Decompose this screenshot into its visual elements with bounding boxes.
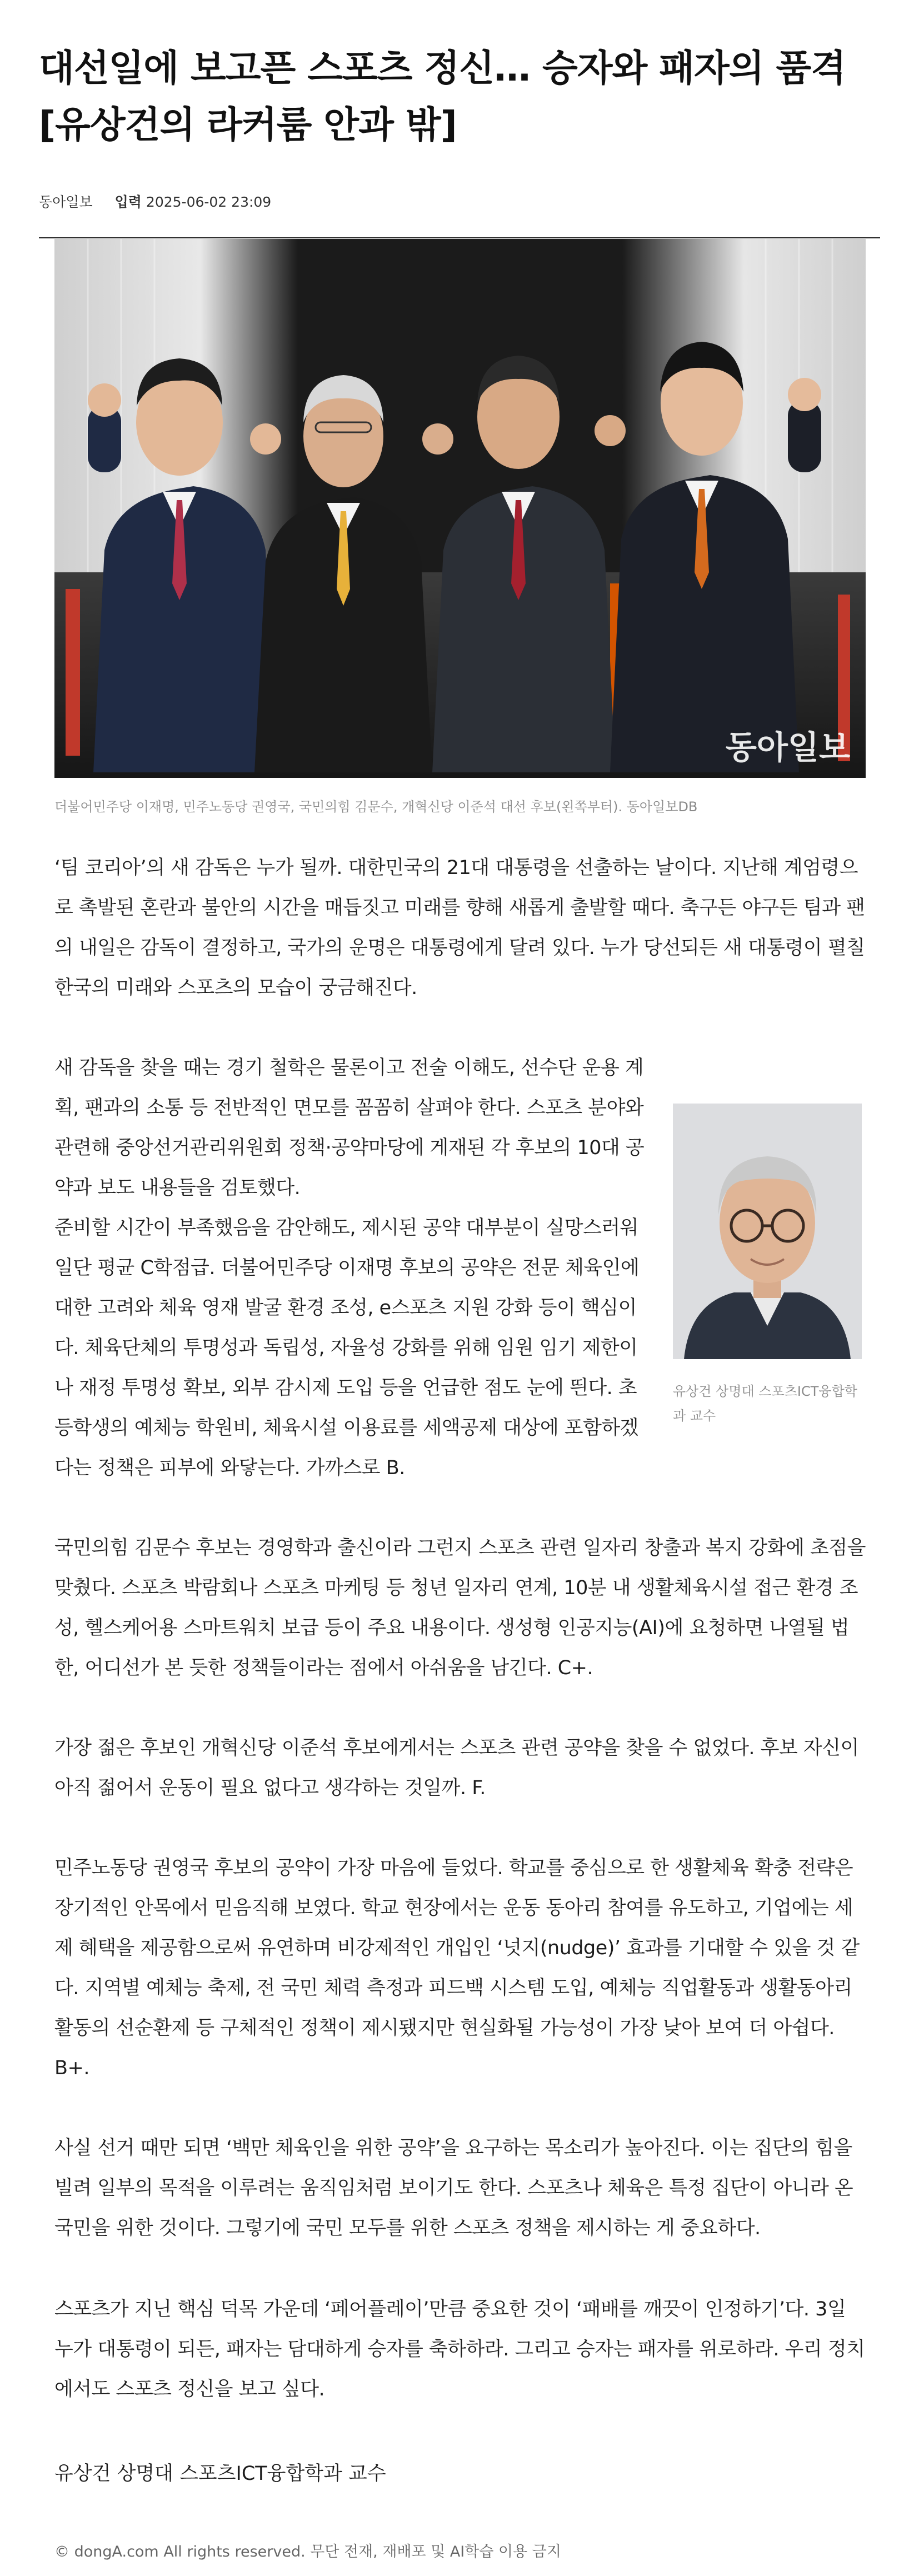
author-illustration — [673, 1104, 862, 1359]
date-label: 입력 — [114, 194, 142, 210]
paragraph-2: 새 감독을 찾을 때는 경기 철학은 물론이고 전술 이해도, 선수단 운용 계획, 팬과의 소통 등 전반적인 면모를 꼼꼼히 살펴야 한다. 스포츠 분야와 관련해 중앙선거관리위원회 정책·공약마당에 게재된 각 후보의 10대 공약과 보도 내용들을 검토했다. — [54, 1057, 645, 1199]
header-divider — [39, 237, 880, 238]
article-title: 대선일에 보고픈 스포츠 정신… 승자와 패자의 품격[유상건의 라커룸 안과 밖] — [39, 47, 846, 146]
article-meta — [39, 191, 271, 211]
paragraph-7: 사실 선거 때만 되면 ‘백만 체육인을 위한 공약’을 요구하는 목소리가 높아진다. 이는 집단의 힘을 빌려 일부의 목적을 이루려는 움직임처럼 보이기도 한다. 스포츠나 체육은 특정 집단이 아니라 온 국민을 위한 것이다. 그렇기에 국민 모두를 위한 스포츠 정책을 제시하는 게 중요하다. — [54, 2137, 853, 2239]
source-name[interactable]: 동아일보 — [39, 194, 93, 210]
copyright-notice: © dongA.com All rights reserved. 무단 전재, 재배포 및 AI학습 이용 금지 — [54, 2543, 561, 2560]
photo-caption: 더불어민주당 이재명, 민주노동당 권영국, 국민의힘 김문수, 개혁신당 이준석 대선 후보(왼쪽부터). 동아일보DB — [54, 799, 698, 815]
paragraph-5: 가장 젊은 후보인 개혁신당 이준석 후보에게서는 스포츠 관련 공약을 찾을 수 없었다. 후보 자신이 아직 젊어서 운동이 필요 없다고 생각하는 것일까. F. — [54, 1737, 859, 1799]
candidates-illustration — [54, 239, 866, 778]
publish-date — [115, 191, 272, 211]
paragraph-1: ‘팀 코리아’의 새 감독은 누가 될까. 대한민국의 21대 대통령을 선출하는 날이다. 지난해 계엄령으로 촉발된 혼란과 불안의 시간을 매듭짓고 미래를 향해 새롭게 출발할 때다. 축구든 야구든 팀과 팬의 내일은 감독이 결정하고, 국가의 운명은 대통령에게 달려 있다. 누가 당선되든 새 대통령이 펼칠 한국의 미래와 스포츠의 모습이 궁금해진다. — [54, 857, 865, 999]
paragraph-8: 스포츠가 지닌 핵심 덕목 가운데 ‘페어플레이’만큼 중요한 것이 ‘패배를 깨끗이 인정하기’다. 3일 누가 대통령이 되든, 패자는 담대하게 승자를 축하하라. 그리고 승자는 패자를 위로하라. 우리 정치에서도 스포츠 정신을 보고 싶다. — [54, 2298, 865, 2400]
candidates-photo — [54, 239, 866, 778]
author-byline: 유상건 상명대 스포츠ICT융합학과 교수 — [54, 2463, 386, 2485]
paragraph-6: 민주노동당 권영국 후보의 공약이 가장 마음에 들었다. 학교를 중심으로 한 생활체육 확충 전략은 장기적인 안목에서 믿음직해 보였다. 학교 현장에서는 운동 동아리 참여를 유도하고, 기업에는 세제 혜택을 제공함으로써 유연하며 비강제적인 개입인 ‘넛지(nudge)’ 효과를 기대할 수 있을 것 같다. 지역별 예체능 축제, 전 국민 체력 측정과 피드백 시스템 도입, 예체능 직업활동과 생활동아리 활동의 선순환제 등 구체적인 정책이 제시됐지만 현실화될 가능성이 가장 낮아 보여 더 아쉽다. B+. — [54, 1857, 860, 2079]
paragraph-3: 준비할 시간이 부족했음을 감안해도, 제시된 공약 대부분이 실망스러워 일단 평균 C학점급. 더불어민주당 이재명 후보의 공약은 전문 체육인에 대한 고려와 체육 영재 발굴 환경 조성, e스포츠 지원 강화 등이 핵심이다. 체육단체의 투명성과 독립성, 자율성 강화를 위해 임원 임기 제한이나 재정 투명성 확보, 외부 감시제 도입 등을 언급한 점도 눈에 띈다. 초등학생의 예체능 학원비, 체육시설 이용료를 세액공제 대상에 포함하겠다는 정책은 피부에 와닿는다. 가까스로 B. — [54, 1217, 640, 1479]
date-value: 2025-06-02 23:09 — [146, 194, 272, 210]
author-photo — [673, 1104, 862, 1359]
photo-watermark: 동아일보 — [725, 728, 850, 766]
paragraph-4: 국민의힘 김문수 후보는 경영학과 출신이라 그런지 스포츠 관련 일자리 창출과 복지 강화에 초점을 맞췄다. 스포츠 박람회나 스포츠 마케팅 등 청년 일자리 연계, 10분 내 생활체육시설 접근 환경 조성, 헬스케어용 스마트워치 보급 등이 주요 내용이다. 생성형 인공지능(AI)에 요청하면 나열될 법한, 어디선가 본 듯한 정책들이라는 점에서 아쉬움을 남긴다. C+. — [54, 1537, 866, 1679]
author-photo-caption: 유상건 상명대 스포츠ICT융합학과 교수 — [673, 1384, 857, 1424]
